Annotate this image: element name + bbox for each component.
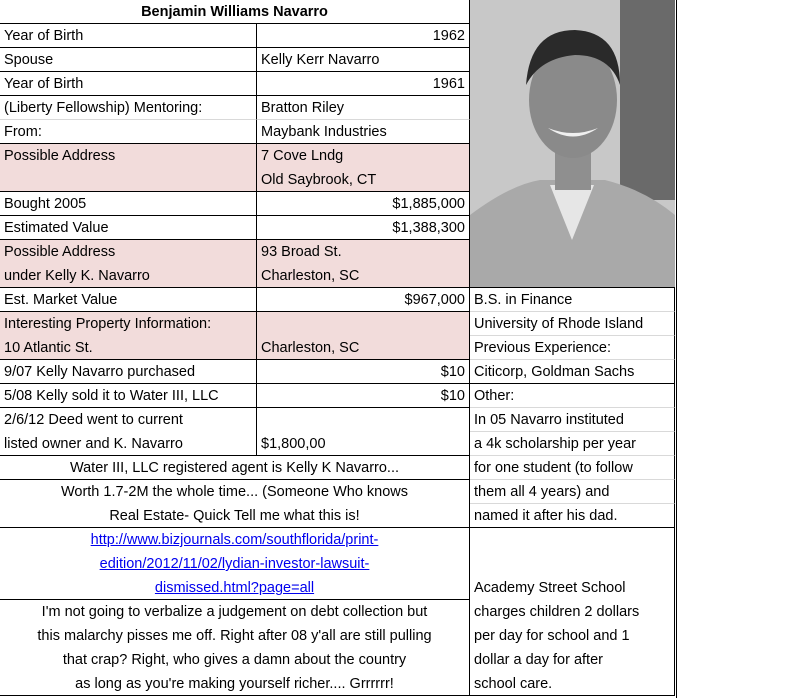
address1-label: Possible Address <box>0 144 257 192</box>
school-line: dollar a day for after <box>470 648 675 672</box>
purchased-value: $10 <box>257 360 470 384</box>
worth-line1: Worth 1.7-2M the whole time... (Someone Who knows <box>60 484 409 500</box>
title: Benjamin Williams Navarro <box>0 0 470 24</box>
from-value: Maybank Industries <box>257 120 470 144</box>
address2-line2: Charleston, SC <box>261 268 360 284</box>
education-degree: B.S. in Finance <box>470 288 675 312</box>
blank-cell <box>470 528 675 576</box>
address2-label1: Possible Address <box>4 244 116 260</box>
link-line3[interactable]: dismissed.html?page=all <box>154 580 315 596</box>
rant-note <box>0 600 470 696</box>
rant-line: as long as you're making yourself richer.... Grrrrrr! <box>75 676 394 692</box>
address1-line2: Old Saybrook, CT <box>261 172 377 188</box>
education-school: University of Rhode Island <box>470 312 675 336</box>
interesting-city: Charleston, SC <box>261 340 360 356</box>
spouse-yob-value: 1961 <box>257 72 470 96</box>
other-line: for one student (to follow <box>470 456 675 480</box>
estimated-value: $1,388,300 <box>257 216 470 240</box>
article-link[interactable] <box>0 528 470 600</box>
link-line1[interactable]: http://www.bizjournals.com/southflorida/print- <box>90 532 379 548</box>
market-value: $967,000 <box>257 288 470 312</box>
sold-label: 5/08 Kelly sold it to Water III, LLC <box>0 384 257 408</box>
market-label: Est. Market Value <box>0 288 257 312</box>
experience-value: Citicorp, Goldman Sachs <box>470 360 675 384</box>
spouse-value: Kelly Kerr Navarro <box>257 48 470 72</box>
bought-value: $1,885,000 <box>257 192 470 216</box>
experience-label: Previous Experience: <box>470 336 675 360</box>
school-line: charges children 2 dollars <box>470 600 675 624</box>
mentoring-value: Bratton Riley <box>257 96 470 120</box>
rant-line: that crap? Right, who gives a damn about the country <box>62 652 407 668</box>
deed-label1: 2/6/12 Deed went to current <box>4 412 183 428</box>
interesting-label2: 10 Atlantic St. <box>4 340 93 356</box>
other-line: a 4k scholarship per year <box>470 432 675 456</box>
spouse-label: Spouse <box>0 48 257 72</box>
interesting-label1: Interesting Property Information: <box>4 316 212 332</box>
sold-value: $10 <box>257 384 470 408</box>
school-line: per day for school and 1 <box>470 624 675 648</box>
link-line2[interactable]: edition/2012/11/02/lydian-investor-lawsuit- <box>99 556 370 572</box>
address2-label2: under Kelly K. Navarro <box>4 268 150 284</box>
address1-value <box>257 144 470 192</box>
yob-label: Year of Birth <box>0 24 257 48</box>
address2-label <box>0 240 257 288</box>
deed-amount: $1,800,00 <box>261 436 326 452</box>
portrait-photo <box>470 0 675 288</box>
school-line: school care. <box>470 672 675 696</box>
other-line: them all 4 years) and <box>470 480 675 504</box>
address2-line1: 93 Broad St. <box>261 244 342 260</box>
rant-line: I'm not going to verbalize a judgement on debt collection but <box>41 604 428 620</box>
other-line: In 05 Navarro instituted <box>470 408 675 432</box>
mentoring-label: (Liberty Fellowship) Mentoring: <box>0 96 257 120</box>
bought-label: Bought 2005 <box>0 192 257 216</box>
address1-line1: 7 Cove Lndg <box>261 148 344 164</box>
deed-value <box>257 408 470 456</box>
worth-line2: Real Estate- Quick Tell me what this is! <box>109 508 360 524</box>
address2-value <box>257 240 470 288</box>
other-line: named it after his dad. <box>470 504 675 528</box>
deed-label2: listed owner and K. Navarro <box>4 436 183 452</box>
rant-line: this malarchy pisses me off. Right after 08 y'all are still pulling <box>37 628 432 644</box>
interesting-label <box>0 312 257 360</box>
spouse-yob-label: Year of Birth <box>0 72 257 96</box>
yob-value: 1962 <box>257 24 470 48</box>
estimated-label: Estimated Value <box>0 216 257 240</box>
purchased-label: 9/07 Kelly Navarro purchased <box>0 360 257 384</box>
interesting-value <box>257 312 470 360</box>
deed-label <box>0 408 257 456</box>
agent-note: Water III, LLC registered agent is Kelly K Navarro... <box>0 456 470 480</box>
portrait-image <box>470 0 675 288</box>
worth-note <box>0 480 470 528</box>
school-line: Academy Street School <box>470 576 675 600</box>
other-label: Other: <box>470 384 675 408</box>
from-label: From: <box>0 120 257 144</box>
